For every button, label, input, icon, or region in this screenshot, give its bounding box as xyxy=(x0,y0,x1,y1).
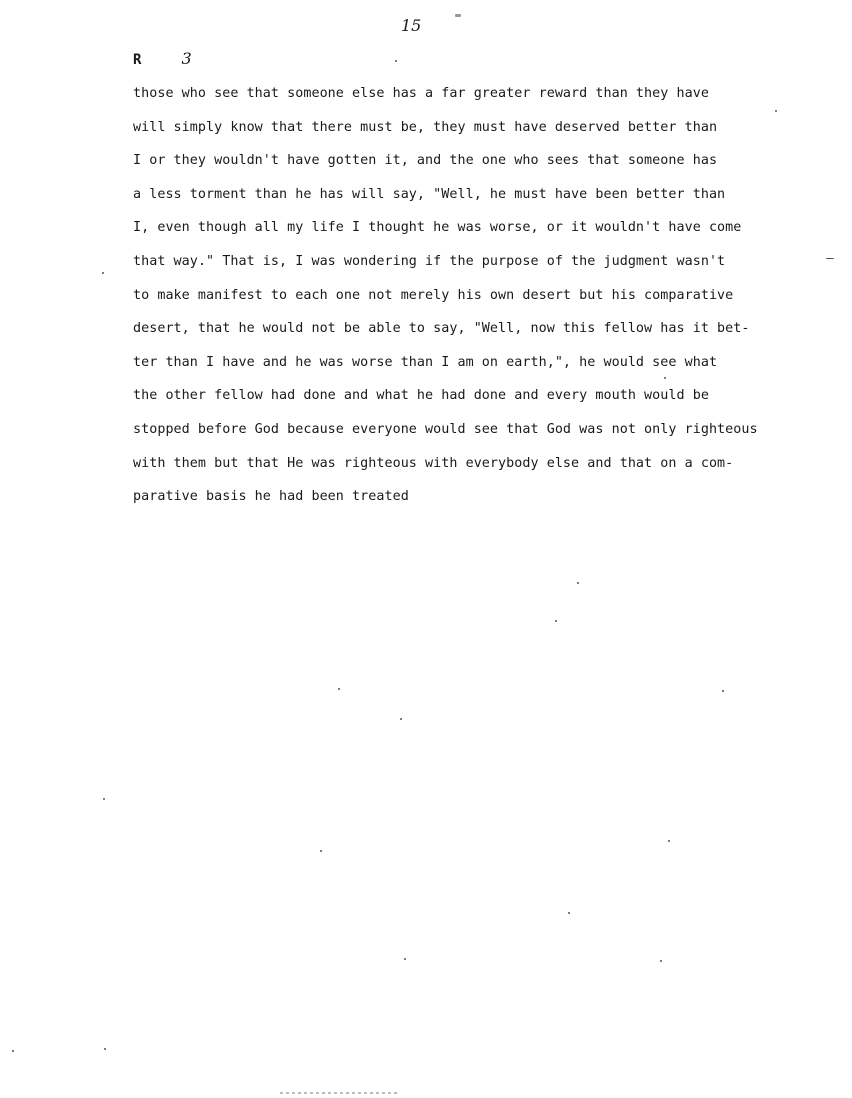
page-number: 15 xyxy=(401,16,422,35)
text-line: those who see that someone else has a far greater reward than they have xyxy=(133,86,709,101)
scan-speck xyxy=(102,272,104,274)
scan-speck xyxy=(826,258,834,259)
scan-speck xyxy=(395,60,397,62)
scan-speck xyxy=(660,960,662,962)
scan-speck xyxy=(400,718,402,720)
scan-speck xyxy=(404,958,406,960)
scan-speck xyxy=(722,690,724,692)
section-number: 3 xyxy=(181,49,192,68)
scan-speck xyxy=(104,1048,106,1050)
text-line: ter than I have and he was worse than I am on earth,", he would see what xyxy=(133,354,718,370)
text-line: the other fellow had done and what he had done and every mouth would be xyxy=(133,388,709,404)
text-line: I, even though all my life I thought he was worse, or it wouldn't have come xyxy=(133,220,742,236)
scan-speck xyxy=(775,110,777,112)
scan-smudge xyxy=(280,1092,400,1094)
section-reference xyxy=(133,49,192,68)
scan-speck xyxy=(320,850,322,852)
text-line: parative basis he had been treated xyxy=(133,489,409,505)
text-line: to make manifest to each one not merely his own desert but his comparative xyxy=(133,287,734,303)
text-line: with them but that He was righteous with everybody else and that on a com- xyxy=(133,455,734,471)
scan-speck xyxy=(338,688,340,690)
scan-speck xyxy=(455,14,461,17)
scan-speck xyxy=(668,840,670,842)
section-letter: R xyxy=(133,52,142,68)
text-line: I or they wouldn't have gotten it, and the one who sees that someone has xyxy=(133,153,718,169)
body-text xyxy=(133,84,813,521)
scan-speck xyxy=(555,620,557,622)
scan-speck xyxy=(568,912,570,914)
scan-speck xyxy=(103,798,105,800)
text-line: will simply know that there must be, they must have deserved better than xyxy=(133,119,718,135)
scan-speck xyxy=(577,582,579,584)
scan-speck xyxy=(664,377,666,379)
text-line: stopped before God because everyone would see that God was not only righteous xyxy=(133,421,758,437)
scan-speck xyxy=(12,1050,14,1052)
text-line: desert, that he would not be able to say, "Well, now this fellow has it bet- xyxy=(133,321,750,337)
text-line: a less torment than he has will say, "Well, he must have been better than xyxy=(133,186,726,202)
text-line: that way." That is, I was wondering if the purpose of the judgment wasn't xyxy=(133,253,726,269)
